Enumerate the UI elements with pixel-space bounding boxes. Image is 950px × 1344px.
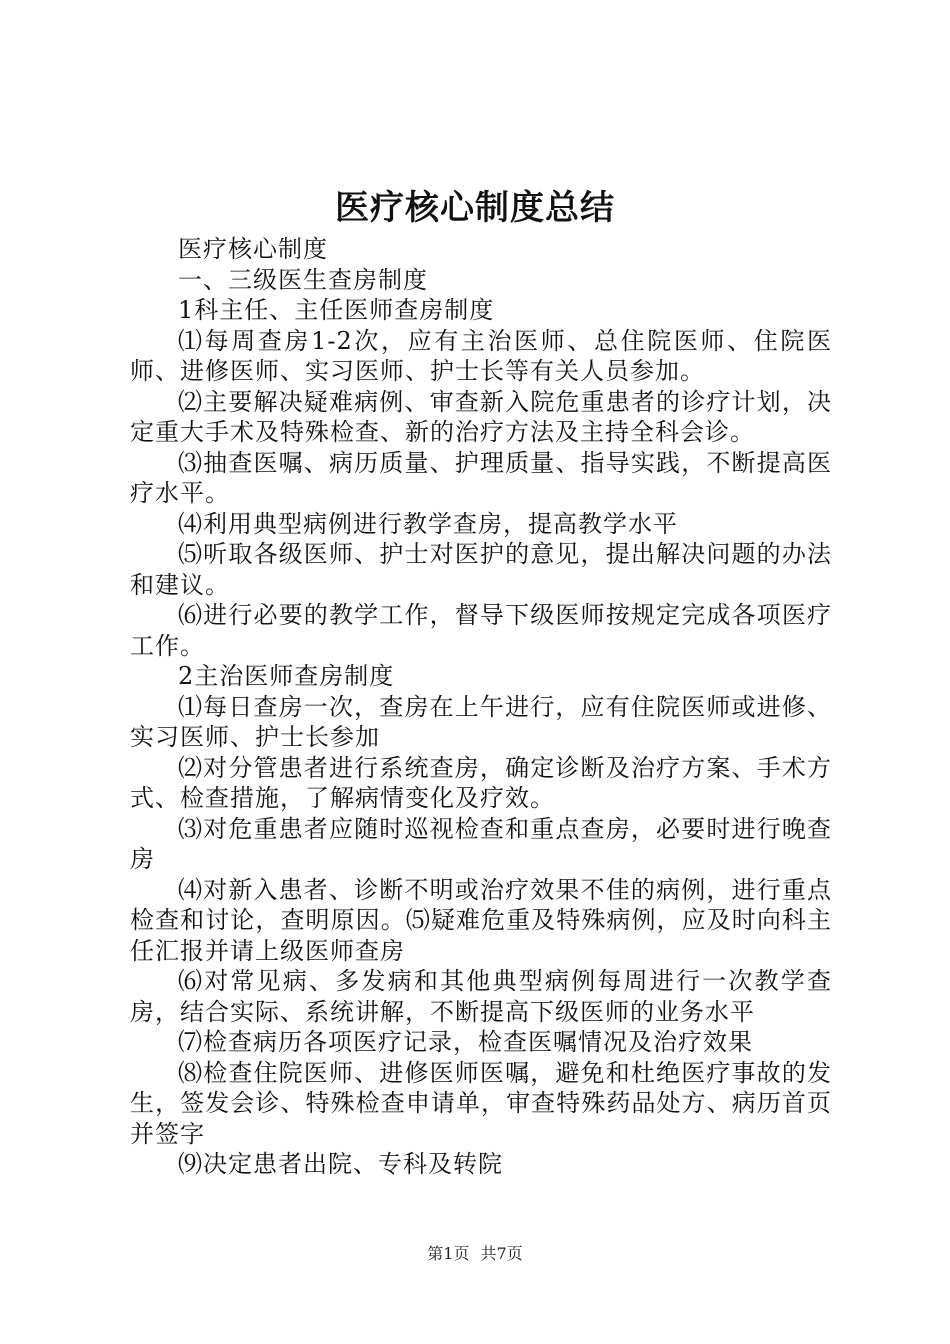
page-number: 第1页 bbox=[427, 1244, 470, 1263]
paragraph: 2主治医师查房制度 bbox=[178, 662, 395, 690]
paragraph: 医疗核心制度 bbox=[178, 235, 328, 263]
paragraph: ⑴每日查房一次，查房在上午进行，应有住院医师或进修、实习医师、护士长参加 bbox=[130, 692, 832, 751]
paragraph: ⑷对新入患者、诊断不明或治疗效果不佳的病例，进行重点检查和讨论，查明原因。⑸疑难危重及特殊病例，应及时向科主任汇报并请上级医师查房 bbox=[130, 875, 832, 965]
paragraph: ⑼决定患者出院、专科及转院 bbox=[178, 1150, 503, 1178]
paragraph: ⑹进行必要的教学工作，督导下级医师按规定完成各项医疗工作。 bbox=[130, 601, 832, 660]
paragraph: 1科主任、主任医师查房制度 bbox=[178, 296, 495, 324]
document-title: 医疗核心制度总结 bbox=[335, 188, 615, 228]
page-footer bbox=[0, 1242, 950, 1266]
paragraph: 一、三级医生查房制度 bbox=[178, 265, 428, 294]
document-body bbox=[130, 234, 832, 1180]
paragraph: ⑸听取各级医师、护士对医护的意见，提出解决问题的办法和建议。 bbox=[130, 540, 832, 599]
paragraph: ⑷利用典型病例进行教学查房，提高教学水平 bbox=[178, 509, 678, 538]
paragraph: ⑴每周查房1-2次，应有主治医师、总住院医师、住院医师、进修医师、实习医师、护士长等有关人员参加。 bbox=[130, 326, 832, 385]
page-total: 共7页 bbox=[480, 1244, 523, 1263]
paragraph: ⑶对危重患者应随时巡视检查和重点查房，必要时进行晚查房 bbox=[130, 814, 832, 873]
paragraph: ⑻检查住院医师、进修医师医嘱，避免和杜绝医疗事故的发生，签发会诊、特殊检查申请单，审查特殊药品处方、病历首页并签字 bbox=[130, 1058, 832, 1148]
paragraph: ⑹对常见病、多发病和其他典型病例每周进行一次教学查房，结合实际、系统讲解，不断提高下级医师的业务水平 bbox=[130, 967, 832, 1026]
paragraph: ⑺检查病历各项医疗记录，检查医嘱情况及治疗效果 bbox=[178, 1028, 753, 1056]
paragraph: ⑶抽查医嘱、病历质量、护理质量、指导实践，不断提高医疗水平。 bbox=[130, 448, 832, 507]
paragraph: ⑵主要解决疑难病例、审查新入院危重患者的诊疗计划，决定重大手术及特殊检查、新的治疗方法及主持全科会诊。 bbox=[130, 387, 832, 446]
paragraph: ⑵对分管患者进行系统查房，确定诊断及治疗方案、手术方式、检查措施，了解病情变化及疗效。 bbox=[130, 753, 832, 812]
